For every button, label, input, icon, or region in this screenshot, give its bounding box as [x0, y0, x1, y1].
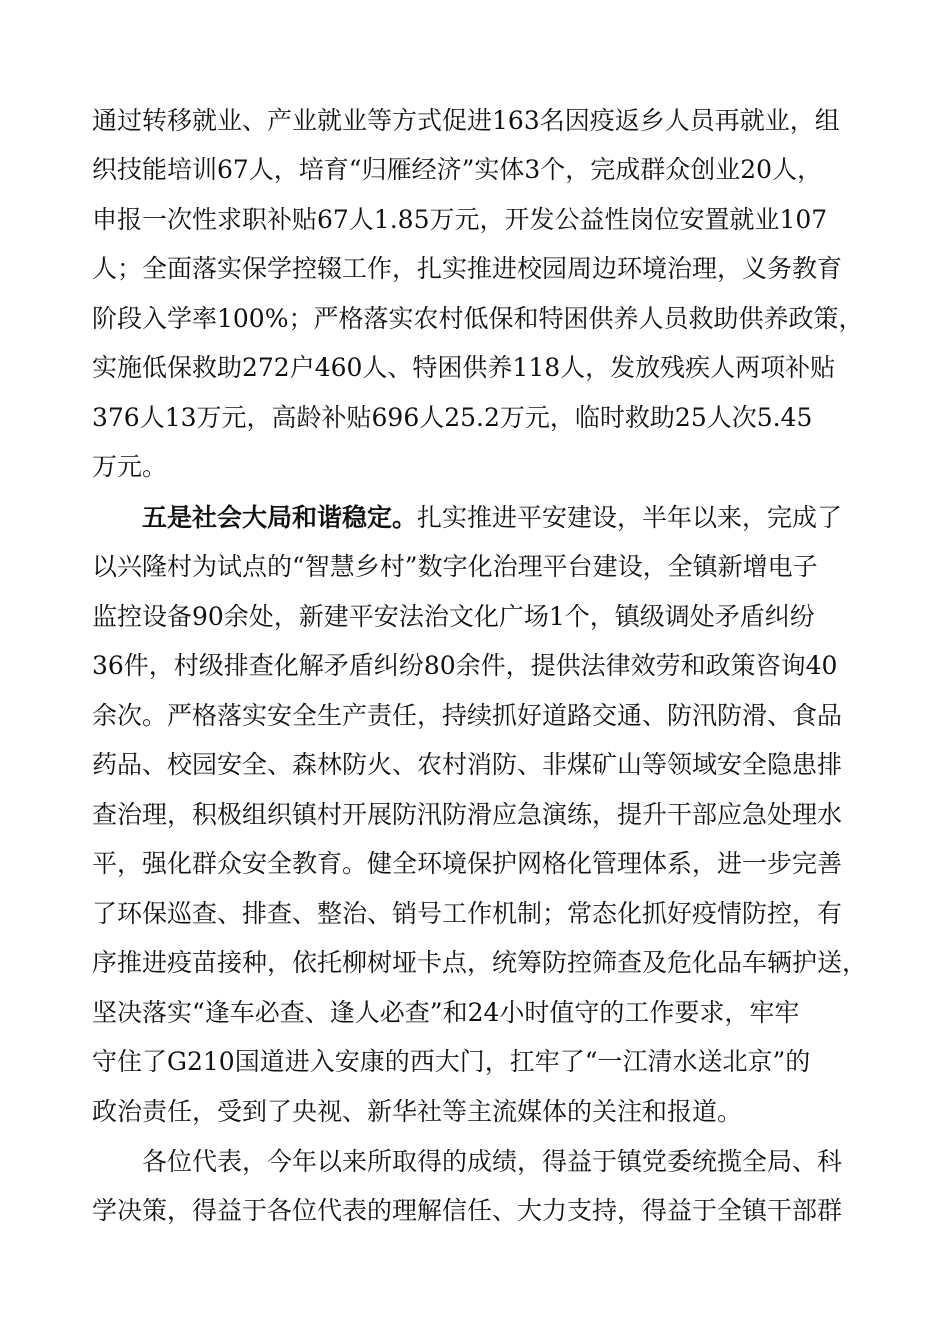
text-line: 各位代表，今年以来所取得的成绩，得益于镇党委统揽全局、科: [142, 1147, 843, 1176]
text-line: 序推进疫苗接种，依托柳树垭卡点，统筹防控筛查及危化品车辆护送，: [92, 948, 868, 977]
text-line: 政治责任，受到了央视、新华社等主流媒体的关注和报道。: [92, 1097, 743, 1126]
text-line: 学决策，得益于各位代表的理解信任、大力支持，得益于全镇干部群: [92, 1196, 843, 1225]
text-line: 药品、校园安全、森林防火、农村消防、非煤矿山等领域安全隐患排: [92, 750, 843, 779]
text-line: 实施低保救助272户460人、特困供养118人，发放残疾人两项补贴: [92, 353, 836, 382]
text-line: 人；全面落实保学控辍工作，扎实推进校园周边环境治理，义务教育: [92, 254, 843, 283]
text-line: 了环保巡查、排查、整治、销号工作机制；常态化抓好疫情防控，有: [92, 899, 843, 928]
text-line: 申报一次性求职补贴67人1.85万元，开发公益性岗位安置就业107: [92, 205, 828, 234]
section-heading: 五是社会大局和谐稳定。: [142, 503, 418, 532]
text-line: 平，强化群众安全教育。健全环境保护网格化管理体系，进一步完善: [92, 849, 843, 878]
text-line: 376人13万元，高龄补贴696人25.2万元，临时救助25人次5.45: [92, 403, 813, 432]
text-line: 万元。: [92, 452, 168, 481]
text-line: 守住了G210国道进入安康的西大门，扛牢了“一江清水送北京”的: [92, 1047, 811, 1076]
text-line: 织技能培训67人，培育“归雁经济”实体3个，完成群众创业20人，: [92, 155, 823, 184]
text-line: 以兴隆村为试点的“智慧乡村”数字化治理平台建设，全镇新增电子: [92, 552, 818, 581]
paragraph-2-first-line: [142, 494, 942, 542]
text-line: 监控设备90余处，新建平安法治文化广场1个，镇级调处矛盾纠纷: [92, 602, 815, 631]
text-line: 通过转移就业、产业就业等方式促进163名因疫返乡人员再就业，组: [92, 106, 840, 135]
text-line: 36件，村级排查化解矛盾纠纷80余件，提供法律效劳和政策咨询40: [92, 651, 838, 680]
text-span: 扎实推进平安建设，半年以来，完成了: [417, 503, 843, 532]
text-line: 余次。严格落实安全生产责任，持续抓好道路交通、防汛防滑、食品: [92, 701, 843, 730]
text-line: 阶段入学率100%；严格落实农村低保和特困供养人员救助供养政策，: [92, 304, 864, 333]
text-line: 查治理，积极组织镇村开展防汛防滑应急演练，提升干部应急处理水: [92, 800, 843, 829]
text-line: 坚决落实“逢车必查、逢人必查”和24小时值守的工作要求，牢牢: [92, 998, 800, 1027]
